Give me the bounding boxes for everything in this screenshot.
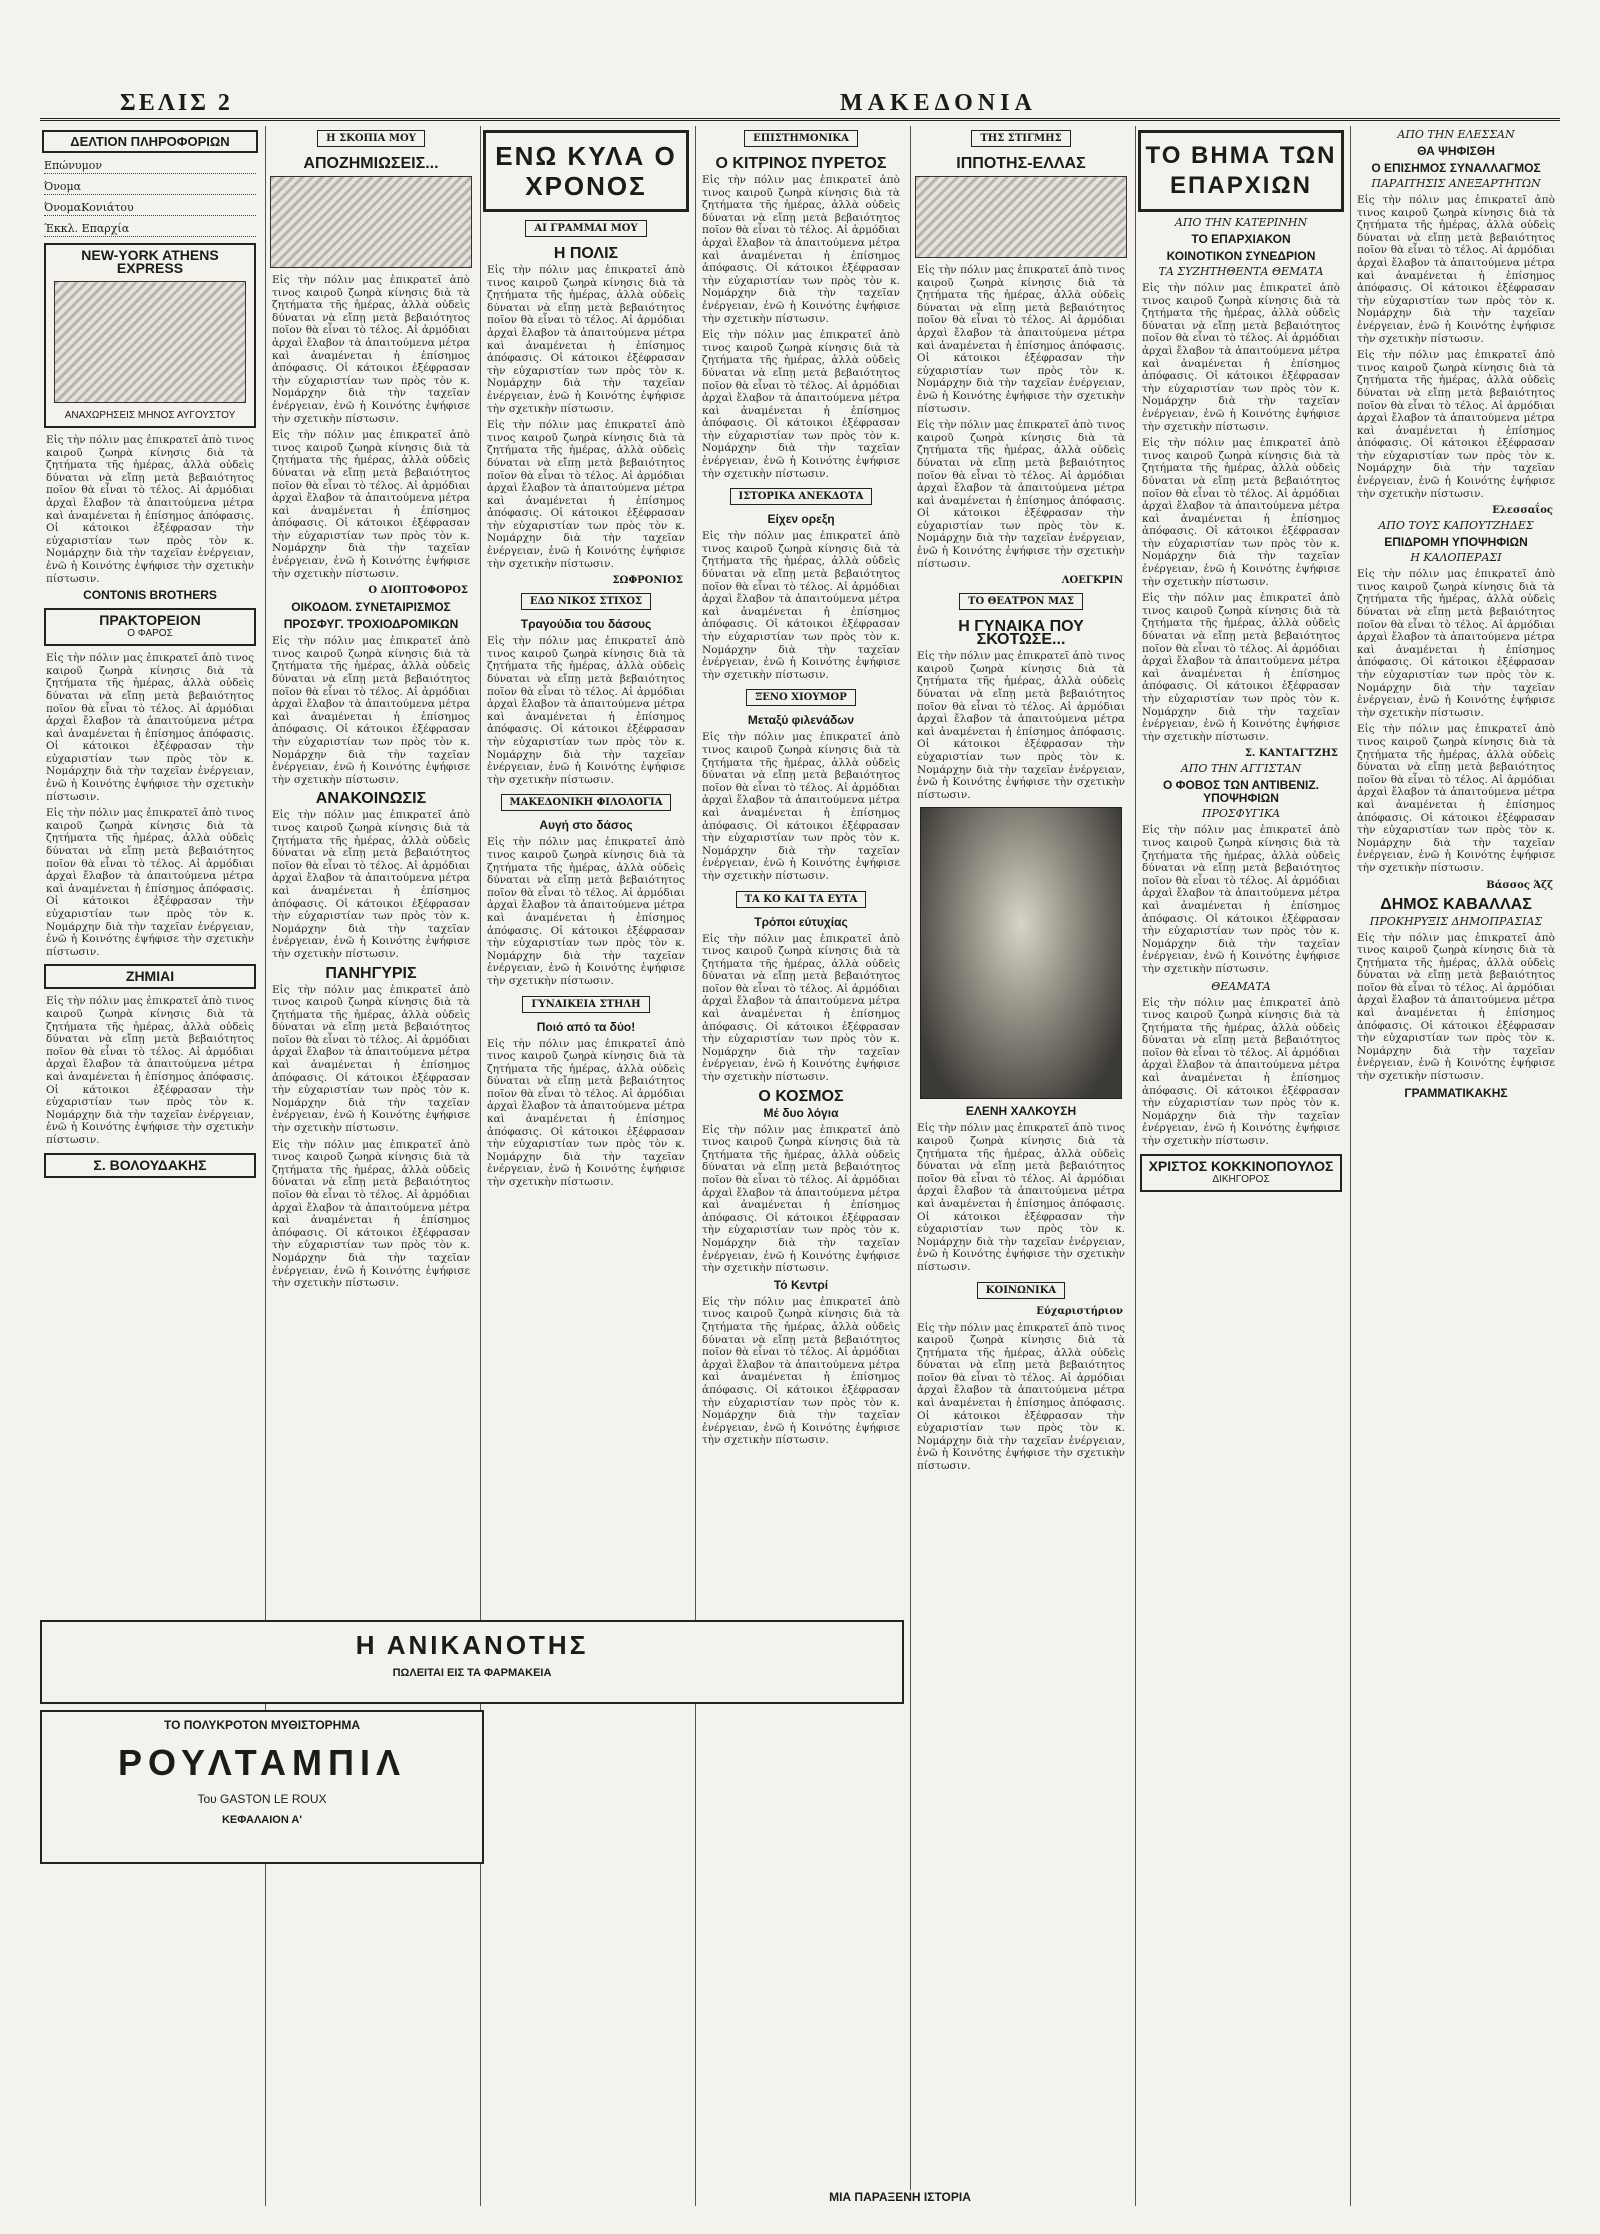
article-title: ΘΑ ΨΗΦΙΣΘΗ: [1417, 144, 1495, 158]
agency-ad-title: ΠΡΑΚΤΟΡΕΙΟΝ: [99, 612, 201, 629]
body-text: Εἰς τὴν πόλιν μας ἐπικρατεῖ ἀπὸ τινος καιροῦ ζωηρὰ κίνησις διὰ τὰ ζητήματα τῆς ἡμέρας, ἀλλὰ οὐδεὶς δύναται νὰ εἴπῃ μετὰ βεβαιότητος ποῖον θὰ εἶναι τὸ τέλος. Αἱ ἀρμόδιαι ἀρχαὶ ἔλαβον τὰ ἀπαιτούμενα μέτρα καὶ ἀναμένεται ἡ ἐπίσημος ἀπόφασις. Οἱ κάτοικοι ἐξέφρασαν τὴν εὐχαριστίαν των πρὸς τὸν κ. Νομάρχην διὰ τὴν ταχεῖαν ἐνέργειαν, ἐνῶ ἡ Κοινότης ἐψήφισε τὴν σχετικὴν πίστωσιν.: [46, 652, 254, 803]
article-subtitle: ΠΡΟΣΦΥΓ. ΤΡΟΧΙΟΔΡΟΜΙΚΩΝ: [283, 617, 459, 632]
body-text: Εἰς τὴν πόλιν μας ἐπικρατεῖ ἀπὸ τινος καιροῦ ζωηρὰ κίνησις διὰ τὰ ζητήματα τῆς ἡμέρας, ἀλλὰ οὐδεὶς δύναται νὰ εἴπῃ μετὰ βεβαιότητος ποῖον θὰ εἶναι τὸ τέλος. Αἱ ἀρμόδιαι ἀρχαὶ ἔλαβον τὰ ἀπαιτούμενα μέτρα καὶ ἀναμένεται ἡ ἐπίσημος ἀπόφασις. Οἱ κάτοικοι ἐξέφρασαν τὴν εὐχαριστίαν των πρὸς τὸν κ. Νομάρχην διὰ τὴν ταχεῖαν ἐνέργειαν, ἐνῶ ἡ Κοινότης ἐψήφισε τὴν σχετικὴν πίστωσιν.: [272, 635, 470, 786]
body-text: Εἰς τὴν πόλιν μας ἐπικρατεῖ ἀπὸ τινος καιροῦ ζωηρὰ κίνησις διὰ τὰ ζητήματα τῆς ἡμέρας, ἀλλὰ οὐδεὶς δύναται νὰ εἴπῃ μετὰ βεβαιότητος ποῖον θὰ εἶναι τὸ τέλος. Αἱ ἀρμόδιαι ἀρχαὶ ἔλαβον τὰ ἀπαιτούμενα μέτρα καὶ ἀναμένεται ἡ ἐπίσημος ἀπόφασις. Οἱ κάτοικοι ἐξέφρασαν τὴν εὐχαριστίαν των πρὸς τὸν κ. Νομάρχην διὰ τὴν ταχεῖαν ἐνέργειαν, ἐνῶ ἡ Κοινότης ἐψήφισε τὴν σχετικὴν πίστωσιν.: [917, 1321, 1125, 1473]
section-tag: ΤΟ ΘΕΑΤΡΟΝ ΜΑΣ: [959, 593, 1083, 610]
body-text: Εἰς τὴν πόλιν μας ἐπικρατεῖ ἀπὸ τινος καιροῦ ζωηρὰ κίνησις διὰ τὰ ζητήματα τῆς ἡμέρας, ἀλλὰ οὐδεὶς δύναται νὰ εἴπῃ μετὰ βεβαιότητος ποῖον θὰ εἶναι τὸ τέλος. Αἱ ἀρμόδιαι ἀρχαὶ ἔλαβον τὰ ἀπαιτούμενα μέτρα καὶ ἀναμένεται ἡ ἐπίσημος ἀπόφασις. Οἱ κάτοικοι ἐξέφρασαν τὴν εὐχαριστίαν των πρὸς τὸν κ. Νομάρχην διὰ τὴν ταχεῖαν ἐνέργειαν, ἐνῶ ἡ Κοινότης ἐψήφισε τὴν σχετικὴν πίστωσιν.: [702, 329, 900, 480]
section-tag: ΑΠΟ ΤΗΝ ΚΑΤΕΡΙΝΗΝ: [1174, 216, 1308, 229]
paper-name: ΜΑΚΕΔΟΝΙΑ: [840, 90, 1037, 116]
body-text: Εἰς τὴν πόλιν μας ἐπικρατεῖ ἀπὸ τινος καιροῦ ζωηρὰ κίνησις διὰ τὰ ζητήματα τῆς ἡμέρας, ἀλλὰ οὐδεὶς δύναται νὰ εἴπῃ μετὰ βεβαιότητος ποῖον θὰ εἶναι τὸ τέλος. Αἱ ἀρμόδιαι ἀρχαὶ ἔλαβον τὰ ἀπαιτούμενα μέτρα καὶ ἀναμένεται ἡ ἐπίσημος ἀπόφασις. Οἱ κάτοικοι ἐξέφρασαν τὴν εὐχαριστίαν των πρὸς τὸν κ. Νομάρχην διὰ τὴν ταχεῖαν ἐνέργειαν, ἐνῶ ἡ Κοινότης ἐψήφισε τὴν σχετικὴν πίστωσιν.: [702, 1295, 900, 1447]
body-text: Εἰς τὴν πόλιν μας ἐπικρατεῖ ἀπὸ τινος καιροῦ ζωηρὰ κίνησις διὰ τὰ ζητήματα τῆς ἡμέρας, ἀλλὰ οὐδεὶς δύναται νὰ εἴπῃ μετὰ βεβαιότητος ποῖον θὰ εἶναι τὸ τέλος. Αἱ ἀρμόδιαι ἀρχαὶ ἔλαβον τὰ ἀπαιτούμενα μέτρα καὶ ἀναμένεται ἡ ἐπίσημος ἀπόφασις. Οἱ κάτοικοι ἐξέφρασαν τὴν εὐχαριστίαν των πρὸς τὸν κ. Νομάρχην διὰ τὴν ταχεῖαν ἐνέργειαν, ἐνῶ ἡ Κοινότης ἐψήφισε τὴν σχετικὴν πίστωσιν.: [272, 809, 470, 960]
article-title: ΕΠΙΔΡΟΜΗ ΥΠΟΨΗΦΙΩΝ: [1384, 535, 1528, 550]
serial-title: ΡΟΥΛΤΑΜΠΙΛ: [117, 1742, 407, 1783]
agency-ad-subtitle: Ο ΦΑΡΟΣ: [127, 628, 173, 640]
article-title: Μεταξύ φιλενάδων: [747, 713, 855, 728]
section-tag: ΘΕΑΜΑΤΑ: [1211, 979, 1271, 993]
column-header: Η ΣΚΟΠΙΑ ΜΟΥ: [317, 130, 425, 147]
section-tag: ΤΗΣ ΣΤΙΓΜΗΣ: [971, 130, 1070, 147]
body-text: Εἰς τὴν πόλιν μας ἐπικρατεῖ ἀπὸ τινος καιροῦ ζωηρὰ κίνησις διὰ τὰ ζητήματα τῆς ἡμέρας, ἀλλὰ οὐδεὶς δύναται νὰ εἴπῃ μετὰ βεβαιότητος ποῖον θὰ εἶναι τὸ τέλος. Αἱ ἀρμόδιαι ἀρχαὶ ἔλαβον τὰ ἀπαιτούμενα μέτρα καὶ ἀναμένεται ἡ ἐπίσημος ἀπόφασις. Οἱ κάτοικοι ἐξέφρασαν τὴν εὐχαριστίαν των πρὸς τὸν κ. Νομάρχην διὰ τὴν ταχεῖαν ἐνέργειαν, ἐνῶ ἡ Κοινότης ἐψήφισε τὴν σχετικὴν πίστωσιν.: [1357, 568, 1555, 719]
section-tag: ΑΠΟ ΤΟΥΣ ΚΑΠΟΥΤΖΗΔΕΣ: [1378, 519, 1534, 533]
brothers-ad: CONTONIS BROTHERS: [83, 588, 217, 603]
section-tag: ΕΠΙΣΤΗΜΟΝΙΚΑ: [744, 130, 858, 147]
body-text: Εἰς τὴν πόλιν μας ἐπικρατεῖ ἀπὸ τινος καιροῦ ζωηρὰ κίνησις διὰ τὰ ζητήματα τῆς ἡμέρας, ἀλλὰ οὐδεὶς δύναται νὰ εἴπῃ μετὰ βεβαιότητος ποῖον θὰ εἶναι τὸ τέλος. Αἱ ἀρμόδιαι ἀρχαὶ ἔλαβον τὰ ἀπαιτούμενα μέτρα καὶ ἀναμένεται ἡ ἐπίσημος ἀπόφασις. Οἱ κάτοικοι ἐξέφρασαν τὴν εὐχαριστίαν των πρὸς τὸν κ. Νομάρχην διὰ τὴν ταχεῖαν ἐνέργειαν, ἐνῶ ἡ Κοινότης ἐψήφισε τὴν σχετικὴν πίστωσιν.: [1142, 592, 1340, 743]
body-text: Εἰς τὴν πόλιν μας ἐπικρατεῖ ἀπὸ τινος καιροῦ ζωηρὰ κίνησις διὰ τὰ ζητήματα τῆς ἡμέρας, ἀλλὰ οὐδεὶς δύναται νὰ εἴπῃ μετὰ βεβαιότητος ποῖον θὰ εἶναι τὸ τέλος. Αἱ ἀρμόδιαι ἀρχαὶ ἔλαβον τὰ ἀπαιτούμενα μέτρα καὶ ἀναμένεται ἡ ἐπίσημος ἀπόφασις. Οἱ κάτοικοι ἐξέφρασαν τὴν εὐχαριστίαν των πρὸς τὸν κ. Νομάρχην διὰ τὴν ταχεῖαν ἐνέργειαν, ἐνῶ ἡ Κοινότης ἐψήφισε τὴν σχετικὴν πίστωσιν.: [917, 264, 1125, 415]
signature: ΛΟΕΓΚΡΙΝ: [1061, 575, 1123, 587]
body-text: Εἰς τὴν πόλιν μας ἐπικρατεῖ ἀπὸ τινος καιροῦ ζωηρὰ κίνησις διὰ τὰ ζητήματα τῆς ἡμέρας, ἀλλὰ οὐδεὶς δύναται νὰ εἴπῃ μετὰ βεβαιότητος ποῖον θὰ εἶναι τὸ τέλος. Αἱ ἀρμόδιαι ἀρχαὶ ἔλαβον τὰ ἀπαιτούμενα μέτρα καὶ ἀναμένεται ἡ ἐπίσημος ἀπόφασις. Οἱ κάτοικοι ἐξέφρασαν τὴν εὐχαριστίαν των πρὸς τὸν κ. Νομάρχην διὰ τὴν ταχεῖαν ἐνέργειαν, ἐνῶ ἡ Κοινότης ἐψήφισε τὴν σχετικὴν πίστωσιν.: [1357, 194, 1555, 345]
body-text: Εἰς τὴν πόλιν μας ἐπικρατεῖ ἀπὸ τινος καιροῦ ζωηρὰ κίνησις διὰ τὰ ζητήματα τῆς ἡμέρας, ἀλλὰ οὐδεὶς δύναται νὰ εἴπῃ μετὰ βεβαιότητος ποῖον θὰ εἶναι τὸ τέλος. Αἱ ἀρμόδιαι ἀρχαὶ ἔλαβον τὰ ἀπαιτούμενα μέτρα καὶ ἀναμένεται ἡ ἐπίσημος ἀπόφασις. Οἱ κάτοικοι ἐξέφρασαν τὴν εὐχαριστίαν των πρὸς τὸν κ. Νομάρχην διὰ τὴν ταχεῖαν ἐνέργειαν, ἐνῶ ἡ Κοινότης ἐψήφισε τὴν σχετικὴν πίστωσιν.: [1357, 349, 1555, 500]
signature: Ελεσσαΐος: [1492, 505, 1553, 517]
section-banner: ΕΝΩ ΚΥΛΑ Ο ΧΡΟΝΟΣ: [483, 130, 689, 212]
section-tag: ΑΙ ΓΡΑΜΜΑΙ ΜΟΥ: [525, 220, 646, 237]
body-text: Εἰς τὴν πόλιν μας ἐπικρατεῖ ἀπὸ τινος καιροῦ ζωηρὰ κίνησις διὰ τὰ ζητήματα τῆς ἡμέρας, ἀλλὰ οὐδεὶς δύναται νὰ εἴπῃ μετὰ βεβαιότητος ποῖον θὰ εἶναι τὸ τέλος. Αἱ ἀρμόδιαι ἀρχαὶ ἔλαβον τὰ ἀπαιτούμενα μέτρα καὶ ἀναμένεται ἡ ἐπίσημος ἀπόφασις. Οἱ κάτοικοι ἐξέφρασαν τὴν εὐχαριστίαν των πρὸς τὸν κ. Νομάρχην διὰ τὴν ταχεῖαν ἐνέργειαν, ἐνῶ ἡ Κοινότης ἐψήφισε τὴν σχετικὴν πίστωσιν.: [272, 1138, 470, 1290]
body-text: Εἰς τὴν πόλιν μας ἐπικρατεῖ ἀπὸ τινος καιροῦ ζωηρὰ κίνησις διὰ τὰ ζητήματα τῆς ἡμέρας, ἀλλὰ οὐδεὶς δύναται νὰ εἴπῃ μετὰ βεβαιότητος ποῖον θὰ εἶναι τὸ τέλος. Αἱ ἀρμόδιαι ἀρχαὶ ἔλαβον τὰ ἀπαιτούμενα μέτρα καὶ ἀναμένεται ἡ ἐπίσημος ἀπόφασις. Οἱ κάτοικοι ἐξέφρασαν τὴν εὐχαριστίαν των πρὸς τὸν κ. Νομάρχην διὰ τὴν ταχεῖαν ἐνέργειαν, ἐνῶ ἡ Κοινότης ἐψήφισε τὴν σχετικὴν πίστωσιν.: [917, 650, 1125, 801]
article-subtitle: ΠΑΡΑΙΤΗΣΙΣ ΑΝΕΞΑΡΤΗΤΩΝ: [1371, 177, 1541, 190]
section-tag: ΤΑ ΚΟ ΚΑΙ ΤΑ ΕΥΤΑ: [736, 891, 867, 908]
column-6: [1135, 126, 1346, 2206]
signature: Βάσσος Άζζ: [1486, 879, 1553, 891]
body-text: Εἰς τὴν πόλιν μας ἐπικρατεῖ ἀπὸ τινος καιροῦ ζωηρὰ κίνησις διὰ τὰ ζητήματα τῆς ἡμέρας, ἀλλὰ οὐδεὶς δύναται νὰ εἴπῃ μετὰ βεβαιότητος ποῖον θὰ εἶναι τὸ τέλος. Αἱ ἀρμόδιαι ἀρχαὶ ἔλαβον τὰ ἀπαιτούμενα μέτρα καὶ ἀναμένεται ἡ ἐπίσημος ἀπόφασις. Οἱ κάτοικοι ἐξέφρασαν τὴν εὐχαριστίαν των πρὸς τὸν κ. Νομάρχην διὰ τὴν ταχεῖαν ἐνέργειαν, ἐνῶ ἡ Κοινότης ἐψήφισε τὴν σχετικὴν πίστωσιν.: [272, 274, 470, 425]
article-title: Η ΠΟΛΙΣ: [553, 245, 619, 262]
serial-chapter: ΚΕΦΑΛΑΙΟΝ Α': [221, 1814, 302, 1826]
ship-illustration: [54, 281, 246, 403]
article-title: Τρόποι εύτυχίας: [754, 914, 848, 929]
info-form: [40, 159, 260, 237]
article-title: ΠΑΝΗΓΥΡΙΣ: [325, 964, 417, 982]
body-text: Εἰς τὴν πόλιν μας ἐπικρατεῖ ἀπὸ τινος καιροῦ ζωηρὰ κίνησις διὰ τὰ ζητήματα τῆς ἡμέρας, ἀλλὰ οὐδεὶς δύναται νὰ εἴπῃ μετὰ βεβαιότητος ποῖον θὰ εἶναι τὸ τέλος. Αἱ ἀρμόδιαι ἀρχαὶ ἔλαβον τὰ ἀπαιτούμενα μέτρα καὶ ἀναμένεται ἡ ἐπίσημος ἀπόφασις. Οἱ κάτοικοι ἐξέφρασαν τὴν εὐχαριστίαν των πρὸς τὸν κ. Νομάρχην διὰ τὴν ταχεῖαν ἐνέργειαν, ἐνῶ ἡ Κοινότης ἐψήφισε τὴν σχετικὴν πίστωσιν.: [917, 1122, 1125, 1273]
body-text: Εἰς τὴν πόλιν μας ἐπικρατεῖ ἀπὸ τινος καιροῦ ζωηρὰ κίνησις διὰ τὰ ζητήματα τῆς ἡμέρας, ἀλλὰ οὐδεὶς δύναται νὰ εἴπῃ μετὰ βεβαιότητος ποῖον θὰ εἶναι τὸ τέλος. Αἱ ἀρμόδιαι ἀρχαὶ ἔλαβον τὰ ἀπαιτούμενα μέτρα καὶ ἀναμένεται ἡ ἐπίσημος ἀπόφασις. Οἱ κάτοικοι ἐξέφρασαν τὴν εὐχαριστίαν των πρὸς τὸν κ. Νομάρχην διὰ τὴν ταχεῖαν ἐνέργειαν, ἐνῶ ἡ Κοινότης ἐψήφισε τὴν σχετικὴν πίστωσιν.: [1357, 723, 1555, 874]
article-title: Τό Κεντρί: [773, 1277, 829, 1292]
form-field[interactable]: Επώνυμον: [44, 159, 256, 174]
fines-ad-title: ΖΗΜΙΑΙ: [125, 968, 175, 985]
column-3: [480, 126, 691, 2206]
body-text: Εἰς τὴν πόλιν μας ἐπικρατεῖ ἀπὸ τινος καιροῦ ζωηρὰ κίνησις διὰ τὰ ζητήματα τῆς ἡμέρας, ἀλλὰ οὐδεὶς δύναται νὰ εἴπῃ μετὰ βεβαιότητος ποῖον θὰ εἶναι τὸ τέλος. Αἱ ἀρμόδιαι ἀρχαὶ ἔλαβον τὰ ἀπαιτούμενα μέτρα καὶ ἀναμένεται ἡ ἐπίσημος ἀπόφασις. Οἱ κάτοικοι ἐξέφρασαν τὴν εὐχαριστίαν των πρὸς τὸν κ. Νομάρχην διὰ τὴν ταχεῖαν ἐνέργειαν, ἐνῶ ἡ Κοινότης ἐψήφισε τὴν σχετικὴν πίστωσιν.: [702, 530, 900, 681]
form-field[interactable]: ΌνομαΚονιάτου: [44, 201, 256, 216]
section-tag: ΑΠΟ ΤΗΝ ΕΛΕΣΣΑΝ: [1397, 128, 1515, 141]
hanikan-ad-title: Η ΑΝΙΚΑΝΟΤΗΣ: [355, 1630, 589, 1660]
signature: Σ. ΚΑΝΤΑΓΤΖΗΣ: [1244, 748, 1338, 760]
article-title: ΑΝΑΚΟΙΝΩΣΙΣ: [315, 790, 427, 808]
body-text: Εἰς τὴν πόλιν μας ἐπικρατεῖ ἀπὸ τινος καιροῦ ζωηρὰ κίνησις διὰ τὰ ζητήματα τῆς ἡμέρας, ἀλλὰ οὐδεὶς δύναται νὰ εἴπῃ μετὰ βεβαιότητος ποῖον θὰ εἶναι τὸ τέλος. Αἱ ἀρμόδιαι ἀρχαὶ ἔλαβον τὰ ἀπαιτούμενα μέτρα καὶ ἀναμένεται ἡ ἐπίσημος ἀπόφασις. Οἱ κάτοικοι ἐξέφρασαν τὴν εὐχαριστίαν των πρὸς τὸν κ. Νομάρχην διὰ τὴν ταχεῖαν ἐνέργειαν, ἐνῶ ἡ Κοινότης ἐψήφισε τὴν σχετικὴν πίστωσιν.: [702, 932, 900, 1084]
section-tag: ΙΣΤΟΡΙΚΑ ΑΝΕΚΔΟΤΑ: [730, 488, 873, 505]
form-field[interactable]: Όνομα: [44, 180, 256, 195]
body-text: Εἰς τὴν πόλιν μας ἐπικρατεῖ ἀπὸ τινος καιροῦ ζωηρὰ κίνησις διὰ τὰ ζητήματα τῆς ἡμέρας, ἀλλὰ οὐδεὶς δύναται νὰ εἴπῃ μετὰ βεβαιότητος ποῖον θὰ εἶναι τὸ τέλος. Αἱ ἀρμόδιαι ἀρχαὶ ἔλαβον τὰ ἀπαιτούμενα μέτρα καὶ ἀναμένεται ἡ ἐπίσημος ἀπόφασις. Οἱ κάτοικοι ἐξέφρασαν τὴν εὐχαριστίαν των πρὸς τὸν κ. Νομάρχην διὰ τὴν ταχεῖαν ἐνέργειαν, ἐνῶ ἡ Κοινότης ἐψήφισε τὴν σχετικὴν πίστωσιν.: [1142, 282, 1340, 433]
cartoon-illustration: [270, 176, 472, 268]
article-title: Ο ΚΟΣΜΟΣ: [758, 1087, 844, 1105]
hanikan-ad-subtitle: ΠΩΛΕΙΤΑΙ ΕΙΣ ΤΑ ΦΑΡΜΑΚΕΙΑ: [392, 1667, 552, 1679]
signature: Ο ΔΙΟΠΤΟΦΟΡΟΣ: [368, 585, 468, 597]
masthead: [40, 88, 1560, 121]
body-text: Εἰς τὴν πόλιν μας ἐπικρατεῖ ἀπὸ τινος καιροῦ ζωηρὰ κίνησις διὰ τὰ ζητήματα τῆς ἡμέρας, ἀλλὰ οὐδεὶς δύναται νὰ εἴπῃ μετὰ βεβαιότητος ποῖον θὰ εἶναι τὸ τέλος. Αἱ ἀρμόδιαι ἀρχαὶ ἔλαβον τὰ ἀπαιτούμενα μέτρα καὶ ἀναμένεται ἡ ἐπίσημος ἀπόφασις. Οἱ κάτοικοι ἐξέφρασαν τὴν εὐχαριστίαν των πρὸς τὸν κ. Νομάρχην διὰ τὴν ταχεῖαν ἐνέργειαν, ἐνῶ ἡ Κοινότης ἐψήφισε τὴν σχετικὴν πίστωσιν.: [702, 1123, 900, 1275]
section-banner: ΤΟ ΒΗΜΑ ΤΩΝ ΕΠΑΡΧΙΩΝ: [1138, 130, 1344, 212]
section-tag: ΑΠΟ ΤΗΝ ΑΓΓΙΣΤΑΝ: [1180, 762, 1302, 776]
article-title: Αυγή στο δάσος: [539, 818, 633, 833]
lawyer-ad-title: ΧΡΙΣΤΟΣ ΚΟΚΚΙΝΟΠΟΥΛΟΣ: [1148, 1157, 1334, 1174]
body-text: Εἰς τὴν πόλιν μας ἐπικρατεῖ ἀπὸ τινος καιροῦ ζωηρὰ κίνησις διὰ τὰ ζητήματα τῆς ἡμέρας, ἀλλὰ οὐδεὶς δύναται νὰ εἴπῃ μετὰ βεβαιότητος ποῖον θὰ εἶναι τὸ τέλος. Αἱ ἀρμόδιαι ἀρχαὶ ἔλαβον τὰ ἀπαιτούμενα μέτρα καὶ ἀναμένεται ἡ ἐπίσημος ἀπόφασις. Οἱ κάτοικοι ἐξέφρασαν τὴν εὐχαριστίαν των πρὸς τὸν κ. Νομάρχην διὰ τὴν ταχεῖαν ἐνέργειαν, ἐνῶ ἡ Κοινότης ἐψήφισε τὴν σχετικὴν πίστωσιν.: [487, 419, 685, 570]
page-label: ΣΕΛΙΣ 2: [120, 90, 233, 116]
body-text: Εἰς τὴν πόλιν μας ἐπικρατεῖ ἀπὸ τινος καιροῦ ζωηρὰ κίνησις διὰ τὰ ζητήματα τῆς ἡμέρας, ἀλλὰ οὐδεὶς δύναται νὰ εἴπῃ μετὰ βεβαιότητος ποῖον θὰ εἶναι τὸ τέλος. Αἱ ἀρμόδιαι ἀρχαὶ ἔλαβον τὰ ἀπαιτούμενα μέτρα καὶ ἀναμένεται ἡ ἐπίσημος ἀπόφασις. Οἱ κάτοικοι ἐξέφρασαν τὴν εὐχαριστίαν των πρὸς τὸν κ. Νομάρχην διὰ τὴν ταχεῖαν ἐνέργειαν, ἐνῶ ἡ Κοινότης ἐψήφισε τὴν σχετικὴν πίστωσιν.: [46, 807, 254, 958]
body-text: Εἰς τὴν πόλιν μας ἐπικρατεῖ ἀπὸ τινος καιροῦ ζωηρὰ κίνησις διὰ τὰ ζητήματα τῆς ἡμέρας, ἀλλὰ οὐδεὶς δύναται νὰ εἴπῃ μετὰ βεβαιότητος ποῖον θὰ εἶναι τὸ τέλος. Αἱ ἀρμόδιαι ἀρχαὶ ἔλαβον τὰ ἀπαιτούμενα μέτρα καὶ ἀναμένεται ἡ ἐπίσημος ἀπόφασις. Οἱ κάτοικοι ἐξέφρασαν τὴν εὐχαριστίαν των πρὸς τὸν κ. Νομάρχην διὰ τὴν ταχεῖαν ἐνέργειαν, ἐνῶ ἡ Κοινότης ἐψήφισε τὴν σχετικὴν πίστωσιν.: [1142, 437, 1340, 588]
article-title: Ποιό από τα δύο!: [536, 1019, 636, 1034]
serial-author: Του GASTON LE ROUX: [197, 1792, 327, 1806]
poem-title: Τραγούδια του δάσους: [520, 617, 652, 632]
section-tag: ΕΔΩ ΝΙΚΟΣ ΣΤΙΧΟΣ: [521, 593, 651, 610]
lawyer-ad: [1140, 1154, 1342, 1192]
body-text: Εἰς τὴν πόλιν μας ἐπικρατεῖ ἀπὸ τινος καιροῦ ζωηρὰ κίνησις διὰ τὰ ζητήματα τῆς ἡμέρας, ἀλλὰ οὐδεὶς δύναται νὰ εἴπῃ μετὰ βεβαιότητος ποῖον θὰ εἶναι τὸ τέλος. Αἱ ἀρμόδιαι ἀρχαὶ ἔλαβον τὰ ἀπαιτούμενα μέτρα καὶ ἀναμένεται ἡ ἐπίσημος ἀπόφασις. Οἱ κάτοικοι ἐξέφρασαν τὴν εὐχαριστίαν των πρὸς τὸν κ. Νομάρχην διὰ τὴν ταχεῖαν ἐνέργειαν, ἐνῶ ἡ Κοινότης ἐψήφισε τὴν σχετικὴν πίστωσιν.: [702, 174, 900, 325]
article-subtitle: ΤΑ ΣΥΖΗΤΗΘΕΝΤΑ ΘΕΜΑΤΑ: [1158, 265, 1324, 278]
article-title: Ο ΦΟΒΟΣ ΤΩΝ ΑΝΤΙΒΕΝΙΖ. ΥΠΟΨΗΦΙΩΝ: [1162, 778, 1319, 806]
article-title: ΚΟΙΝΟΤΙΚΟΝ ΣΥΝΕΔΡΙΟΝ: [1166, 249, 1316, 263]
column-1: [40, 126, 260, 2206]
knight-illustration: [915, 176, 1127, 258]
portrait-photo: [920, 807, 1122, 1099]
section-tag: ΞΕΝΟ ΧΙΟΥΜΟΡ: [746, 689, 856, 706]
body-text: Εἰς τὴν πόλιν μας ἐπικρατεῖ ἀπὸ τινος καιροῦ ζωηρὰ κίνησις διὰ τὰ ζητήματα τῆς ἡμέρας, ἀλλὰ οὐδεὶς δύναται νὰ εἴπῃ μετὰ βεβαιότητος ποῖον θὰ εἶναι τὸ τέλος. Αἱ ἀρμόδιαι ἀρχαὶ ἔλαβον τὰ ἀπαιτούμενα μέτρα καὶ ἀναμένεται ἡ ἐπίσημος ἀπόφασις. Οἱ κάτοικοι ἐξέφρασαν τὴν εὐχαριστίαν των πρὸς τὸν κ. Νομάρχην διὰ τὴν ταχεῖαν ἐνέργειαν, ἐνῶ ἡ Κοινότης ἐψήφισε τὴν σχετικὴν πίστωσιν.: [487, 635, 685, 786]
article-title: Ο ΚΙΤΡΙΝΟΣ ΠΥΡΕΤΟΣ: [715, 155, 887, 172]
lawyer-ad-subtitle: ΔΙΚΗΓΟΡΟΣ: [1212, 1173, 1270, 1185]
article-subtitle: Μέ δυο λόγια: [763, 1105, 839, 1120]
article-title: ΔΗΜΟΣ ΚΑΒΑΛΛΑΣ: [1380, 895, 1532, 913]
serial-banner: [40, 1710, 484, 1864]
article-subtitle: ΠΡΟΣΦΥΓΙΚΑ: [1201, 807, 1281, 821]
signature: ΣΩΦΡΟΝΙΟΣ: [612, 575, 683, 587]
body-text: Εἰς τὴν πόλιν μας ἐπικρατεῖ ἀπὸ τινος καιροῦ ζωηρὰ κίνησις διὰ τὰ ζητήματα τῆς ἡμέρας, ἀλλὰ οὐδεὶς δύναται νὰ εἴπῃ μετὰ βεβαιότητος ποῖον θὰ εἶναι τὸ τέλος. Αἱ ἀρμόδιαι ἀρχαὶ ἔλαβον τὰ ἀπαιτούμενα μέτρα καὶ ἀναμένεται ἡ ἐπίσημος ἀπόφασις. Οἱ κάτοικοι ἐξέφρασαν τὴν εὐχαριστίαν των πρὸς τὸν κ. Νομάρχην διὰ τὴν ταχεῖαν ἐνέργειαν, ἐνῶ ἡ Κοινότης ἐψήφισε τὴν σχετικὴν πίστωσιν.: [917, 419, 1125, 570]
article-title: ΤΟ ΕΠΑΡΧΙΑΚΟΝ: [1191, 232, 1291, 246]
column-7: [1350, 126, 1561, 2206]
body-text: Εἰς τὴν πόλιν μας ἐπικρατεῖ ἀπὸ τινος καιροῦ ζωηρὰ κίνησις διὰ τὰ ζητήματα τῆς ἡμέρας, ἀλλὰ οὐδεὶς δύναται νὰ εἴπῃ μετὰ βεβαιότητος ποῖον θὰ εἶναι τὸ τέλος. Αἱ ἀρμόδιαι ἀρχαὶ ἔλαβον τὰ ἀπαιτούμενα μέτρα καὶ ἀναμένεται ἡ ἐπίσημος ἀπόφασις. Οἱ κάτοικοι ἐξέφρασαν τὴν εὐχαριστίαν των πρὸς τὸν κ. Νομάρχην διὰ τὴν ταχεῖαν ἐνέργειαν, ἐνῶ ἡ Κοινότης ἐψήφισε τὴν σχετικὴν πίστωσιν.: [272, 983, 470, 1135]
article-subtitle: ΠΡΟΚΗΡΥΞΙΣ ΔΗΜΟΠΡΑΣΙΑΣ: [1369, 914, 1543, 928]
section-tag: ΚΟΙΝΩΝΙΚΑ: [977, 1282, 1065, 1299]
column-2: [265, 126, 476, 2206]
doctor-ad: ΓΡΑΜΜΑΤΙΚΑΚΗΣ: [1404, 1085, 1508, 1100]
column-4: [695, 126, 906, 2206]
body-text: Εἰς τὴν πόλιν μας ἐπικρατεῖ ἀπὸ τινος καιροῦ ζωηρὰ κίνησις διὰ τὰ ζητήματα τῆς ἡμέρας, ἀλλὰ οὐδεὶς δύναται νὰ εἴπῃ μετὰ βεβαιότητος ποῖον θὰ εἶναι τὸ τέλος. Αἱ ἀρμόδιαι ἀρχαὶ ἔλαβον τὰ ἀπαιτούμενα μέτρα καὶ ἀναμένεται ἡ ἐπίσημος ἀπόφασις. Οἱ κάτοικοι ἐξέφρασαν τὴν εὐχαριστίαν των πρὸς τὸν κ. Νομάρχην διὰ τὴν ταχεῖαν ἐνέργειαν, ἐνῶ ἡ Κοινότης ἐψήφισε τὴν σχετικὴν πίστωσιν.: [1142, 996, 1340, 1148]
body-text: Εἰς τὴν πόλιν μας ἐπικρατεῖ ἀπὸ τινος καιροῦ ζωηρὰ κίνησις διὰ τὰ ζητήματα τῆς ἡμέρας, ἀλλὰ οὐδεὶς δύναται νὰ εἴπῃ μετὰ βεβαιότητος ποῖον θὰ εἶναι τὸ τέλος. Αἱ ἀρμόδιαι ἀρχαὶ ἔλαβον τὰ ἀπαιτούμενα μέτρα καὶ ἀναμένεται ἡ ἐπίσημος ἀπόφασις. Οἱ κάτοικοι ἐξέφρασαν τὴν εὐχαριστίαν των πρὸς τὸν κ. Νομάρχην διὰ τὴν ταχεῖαν ἐνέργειαν, ἐνῶ ἡ Κοινότης ἐψήφισε τὴν σχετικὴν πίστωσιν.: [487, 264, 685, 415]
article-title: Είχεν ορεξη: [767, 512, 835, 527]
agency-ad: [44, 608, 256, 646]
article-title: Η ΓΥΝΑΙΚΑ ΠΟΥ ΣΚΟΤΩΣΕ...: [958, 618, 1084, 649]
body-text: Εἰς τὴν πόλιν μας ἐπικρατεῖ ἀπὸ τινος καιροῦ ζωηρὰ κίνησις διὰ τὰ ζητήματα τῆς ἡμέρας, ἀλλὰ οὐδεὶς δύναται νὰ εἴπῃ μετὰ βεβαιότητος ποῖον θὰ εἶναι τὸ τέλος. Αἱ ἀρμόδιαι ἀρχαὶ ἔλαβον τὰ ἀπαιτούμενα μέτρα καὶ ἀναμένεται ἡ ἐπίσημος ἀπόφασις. Οἱ κάτοικοι ἐξέφρασαν τὴν εὐχαριστίαν των πρὸς τὸν κ. Νομάρχην διὰ τὴν ταχεῖαν ἐνέργειαν, ἐνῶ ἡ Κοινότης ἐψήφισε τὴν σχετικὴν πίστωσιν.: [487, 1037, 685, 1189]
story-footer: [700, 2190, 1100, 2214]
body-text: Εἰς τὴν πόλιν μας ἐπικρατεῖ ἀπὸ τινος καιροῦ ζωηρὰ κίνησις διὰ τὰ ζητήματα τῆς ἡμέρας, ἀλλὰ οὐδεὶς δύναται νὰ εἴπῃ μετὰ βεβαιότητος ποῖον θὰ εἶναι τὸ τέλος. Αἱ ἀρμόδιαι ἀρχαὶ ἔλαβον τὰ ἀπαιτούμενα μέτρα καὶ ἀναμένεται ἡ ἐπίσημος ἀπόφασις. Οἱ κάτοικοι ἐξέφρασαν τὴν εὐχαριστίαν των πρὸς τὸν κ. Νομάρχην διὰ τὴν ταχεῖαν ἐνέργειαν, ἐνῶ ἡ Κοινότης ἐψήφισε τὴν σχετικὴν πίστωσιν.: [46, 995, 254, 1146]
section-tag: ΓΥΝΑΙΚΕΙΑ ΣΤΗΛΗ: [522, 996, 649, 1013]
shipping-ad: [44, 243, 256, 428]
article-title: ΟΙΚΟΔΟΜ. ΣΥΝΕΤΑΙΡΙΣΜΟΣ: [291, 600, 451, 615]
body-text: Εἰς τὴν πόλιν μας ἐπικρατεῖ ἀπὸ τινος καιροῦ ζωηρὰ κίνησις διὰ τὰ ζητήματα τῆς ἡμέρας, ἀλλὰ οὐδεὶς δύναται νὰ εἴπῃ μετὰ βεβαιότητος ποῖον θὰ εἶναι τὸ τέλος. Αἱ ἀρμόδιαι ἀρχαὶ ἔλαβον τὰ ἀπαιτούμενα μέτρα καὶ ἀναμένεται ἡ ἐπίσημος ἀπόφασις. Οἱ κάτοικοι ἐξέφρασαν τὴν εὐχαριστίαν των πρὸς τὸν κ. Νομάρχην διὰ τὴν ταχεῖαν ἐνέργειαν, ἐνῶ ἡ Κοινότης ἐψήφισε τὴν σχετικὴν πίστωσιν.: [487, 836, 685, 987]
hanikan-ad: [40, 1620, 904, 1704]
signature: Εύχαριστήριον: [1036, 1305, 1123, 1317]
section-tag: ΜΑΚΕΔΟΝΙΚΗ ΦΙΛΟΛΟΓΙΑ: [501, 794, 672, 811]
article-title: Ο ΕΠΙΣΗΜΟΣ ΣΥΝΑΛΛΑΓΜΟΣ: [1371, 161, 1541, 175]
fines-ad: [44, 964, 256, 989]
photo-caption: ΕΛΕΝΗ ΧΑΛΚΟΥΣΗ: [965, 1104, 1077, 1119]
article-subtitle: Η ΚΑΛΟΠΕΡΑΣΙ: [1410, 551, 1502, 565]
form-title: ΔΕΛΤΙΟΝ ΠΛΗΡΟΦΟΡΙΩΝ: [42, 130, 258, 153]
shipping-ad-subtitle: ΑΝΑΧΩΡΗΣΕΙΣ ΜΗΝΟΣ ΑΥΓΟΥΣΤΟΥ: [64, 410, 236, 421]
voloudakis-ad-title: Σ. ΒΟΛΟΥΔΑΚΗΣ: [93, 1156, 207, 1173]
story-title: ΜΙΑ ΠΑΡΑΞΕΝΗ ΙΣΤΟΡΙΑ: [829, 2190, 971, 2204]
body-text: Εἰς τὴν πόλιν μας ἐπικρατεῖ ἀπὸ τινος καιροῦ ζωηρὰ κίνησις διὰ τὰ ζητήματα τῆς ἡμέρας, ἀλλὰ οὐδεὶς δύναται νὰ εἴπῃ μετὰ βεβαιότητος ποῖον θὰ εἶναι τὸ τέλος. Αἱ ἀρμόδιαι ἀρχαὶ ἔλαβον τὰ ἀπαιτούμενα μέτρα καὶ ἀναμένεται ἡ ἐπίσημος ἀπόφασις. Οἱ κάτοικοι ἐξέφρασαν τὴν εὐχαριστίαν των πρὸς τὸν κ. Νομάρχην διὰ τὴν ταχεῖαν ἐνέργειαν, ἐνῶ ἡ Κοινότης ἐψήφισε τὴν σχετικὴν πίστωσιν.: [272, 429, 470, 580]
body-text: Εἰς τὴν πόλιν μας ἐπικρατεῖ ἀπὸ τινος καιροῦ ζωηρὰ κίνησις διὰ τὰ ζητήματα τῆς ἡμέρας, ἀλλὰ οὐδεὶς δύναται νὰ εἴπῃ μετὰ βεβαιότητος ποῖον θὰ εἶναι τὸ τέλος. Αἱ ἀρμόδιαι ἀρχαὶ ἔλαβον τὰ ἀπαιτούμενα μέτρα καὶ ἀναμένεται ἡ ἐπίσημος ἀπόφασις. Οἱ κάτοικοι ἐξέφρασαν τὴν εὐχαριστίαν των πρὸς τὸν κ. Νομάρχην διὰ τὴν ταχεῖαν ἐνέργειαν, ἐνῶ ἡ Κοινότης ἐψήφισε τὴν σχετικὴν πίστωσιν.: [702, 731, 900, 882]
article-title: ΑΠΟΖΗΜΙΩΣΕΙΣ...: [303, 155, 439, 172]
body-text: Εἰς τὴν πόλιν μας ἐπικρατεῖ ἀπὸ τινος καιροῦ ζωηρὰ κίνησις διὰ τὰ ζητήματα τῆς ἡμέρας, ἀλλὰ οὐδεὶς δύναται νὰ εἴπῃ μετὰ βεβαιότητος ποῖον θὰ εἶναι τὸ τέλος. Αἱ ἀρμόδιαι ἀρχαὶ ἔλαβον τὰ ἀπαιτούμενα μέτρα καὶ ἀναμένεται ἡ ἐπίσημος ἀπόφασις. Οἱ κάτοικοι ἐξέφρασαν τὴν εὐχαριστίαν των πρὸς τὸν κ. Νομάρχην διὰ τὴν ταχεῖαν ἐνέργειαν, ἐνῶ ἡ Κοινότης ἐψήφισε τὴν σχετικὴν πίστωσιν.: [1142, 824, 1340, 975]
form-field[interactable]: Έκκλ. Επαρχία: [44, 222, 256, 237]
voloudakis-ad: [44, 1153, 256, 1178]
body-text: Εἰς τὴν πόλιν μας ἐπικρατεῖ ἀπὸ τινος καιροῦ ζωηρὰ κίνησις διὰ τὰ ζητήματα τῆς ἡμέρας, ἀλλὰ οὐδεὶς δύναται νὰ εἴπῃ μετὰ βεβαιότητος ποῖον θὰ εἶναι τὸ τέλος. Αἱ ἀρμόδιαι ἀρχαὶ ἔλαβον τὰ ἀπαιτούμενα μέτρα καὶ ἀναμένεται ἡ ἐπίσημος ἀπόφασις. Οἱ κάτοικοι ἐξέφρασαν τὴν εὐχαριστίαν των πρὸς τὸν κ. Νομάρχην διὰ τὴν ταχεῖαν ἐνέργειαν, ἐνῶ ἡ Κοινότης ἐψήφισε τὴν σχετικὴν πίστωσιν.: [46, 434, 254, 585]
article-title: ΙΠΠΟΤΗΣ-ΕΛΛΑΣ: [956, 155, 1086, 172]
body-text: Εἰς τὴν πόλιν μας ἐπικρατεῖ ἀπὸ τινος καιροῦ ζωηρὰ κίνησις διὰ τὰ ζητήματα τῆς ἡμέρας, ἀλλὰ οὐδεὶς δύναται νὰ εἴπῃ μετὰ βεβαιότητος ποῖον θὰ εἶναι τὸ τέλος. Αἱ ἀρμόδιαι ἀρχαὶ ἔλαβον τὰ ἀπαιτούμενα μέτρα καὶ ἀναμένεται ἡ ἐπίσημος ἀπόφασις. Οἱ κάτοικοι ἐξέφρασαν τὴν εὐχαριστίαν των πρὸς τὸν κ. Νομάρχην διὰ τὴν ταχεῖαν ἐνέργειαν, ἐνῶ ἡ Κοινότης ἐψήφισε τὴν σχετικὴν πίστωσιν.: [1357, 931, 1555, 1083]
serial-header: ΤΟ ΠΟΛΥΚΡΟΤΟΝ ΜΥΘΙΣΤΟΡΗΜΑ: [163, 1718, 361, 1732]
column-5: [910, 126, 1131, 2206]
shipping-ad-title: NEW-YORK ATHENS EXPRESS: [81, 247, 219, 276]
